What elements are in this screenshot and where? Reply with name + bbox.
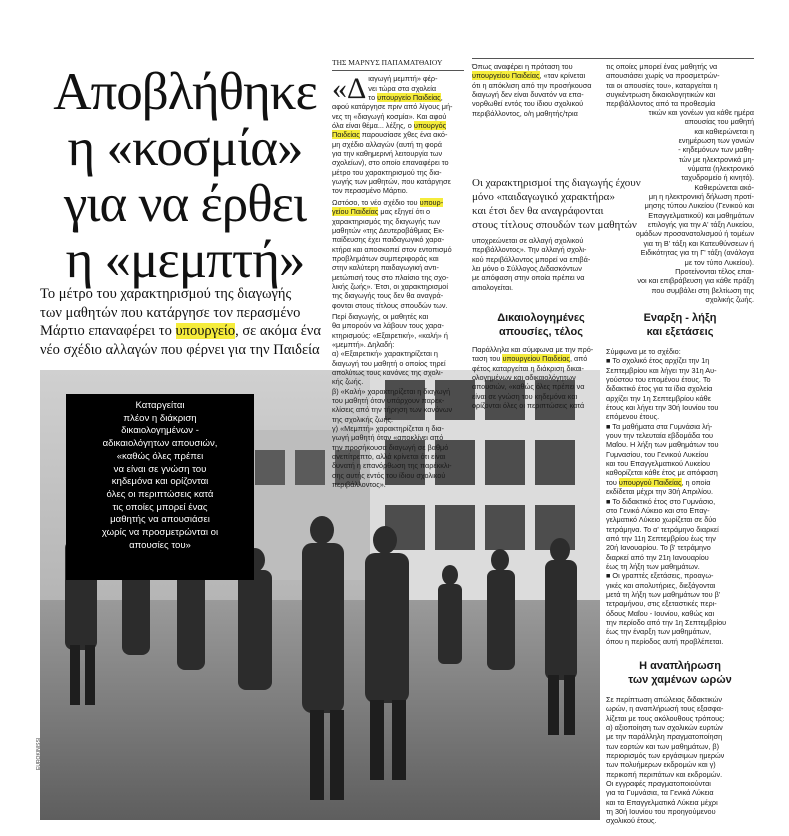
text-line: με την παράλληλη πραγματοποίηση xyxy=(606,732,723,742)
text-line: κτηρισμούς: «Εξαιρετική», «καλή» ή xyxy=(332,330,448,340)
text-line: Επαγγελματικού) και μαθημάτων xyxy=(648,210,754,220)
article-column-2-mid xyxy=(472,236,610,410)
text-line: σης αυτής εντός του ίδιου σχολικού xyxy=(332,470,446,480)
text-line: συγκέντρωση δικαιολογητικών και xyxy=(606,90,716,100)
text-line: ιαγωγή μεμπτή» φέρ- xyxy=(368,74,438,84)
text-line: περιορισμός των εργάσιμων ημερών xyxy=(606,751,725,761)
text-line: Περί διαγωγής, οι μαθητές και xyxy=(332,311,429,321)
subheadline-line: των μαθητών που κατάργησε τον περασμένο xyxy=(40,304,301,321)
text-line: Ειδικότητας για τη Γ' τάξη (ανάλογα xyxy=(640,248,754,258)
highlight: υπουργείου Παιδείας xyxy=(502,354,570,364)
highlight: υπουρ- xyxy=(419,197,444,207)
subheadline xyxy=(40,285,330,359)
subheadline-line: Το μέτρο του χαρακτηρισμού της διαγωγής xyxy=(40,286,292,302)
article-column-1 xyxy=(332,58,464,489)
highlight: υπουργείο Παιδείας xyxy=(377,93,441,103)
text-line: τη 30ή Ιουνίου του προηγούμενου xyxy=(606,807,716,817)
text-line: ται οι απουσίες του», καταργείται η xyxy=(606,80,718,90)
text-line: Σεπτεμβρίου και λήγει την 31η Αυ- xyxy=(606,365,717,375)
text-line: νοι και επιβράβευση για κάθε πράξη xyxy=(637,276,754,286)
text-line: την περίοδο από την 1η Σεπτεμβρίου xyxy=(606,617,727,627)
text-line: Μαΐου. Η λήξη των μαθημάτων του xyxy=(606,440,719,450)
paragraph xyxy=(606,108,754,304)
paragraph xyxy=(472,345,610,410)
text-line: ωρών, η αναπλήρωσή τους εξασφα- xyxy=(606,704,724,714)
text-line: μησης τύπου Λυκείου (Γενικού και xyxy=(644,201,754,211)
text-line: Όπως αναφέρει η πρόταση του xyxy=(472,62,573,71)
text-line: μετώπισή τους στο πλαίσιο της σχο- xyxy=(332,272,449,282)
text-line: παίδευσης έχει παιδαγωγικό χαρα- xyxy=(332,235,445,245)
article-column-3-lower xyxy=(606,312,754,826)
text-line: και τα Επαγγελματικά Λύκεια μέχρι xyxy=(606,797,718,807)
paragraph xyxy=(472,62,610,118)
paragraph xyxy=(606,347,754,646)
text-line: ταχυδρομείο ή κινητό). xyxy=(681,173,754,183)
text-line: 20ή Ιανουαρίου. Το β' τετράμηνο xyxy=(606,543,711,553)
text-line: γελματικό Λύκειο χωρίζεται σε δύο xyxy=(606,515,717,525)
text-line: ■ Το διδακτικό έτος στο Γυμνάσιο, xyxy=(606,496,716,506)
text-line: Σε περίπτωση απώλειας διδακτικών xyxy=(606,695,722,704)
text-line: γούστου του επομένου έτους. Το xyxy=(606,375,711,385)
subheadline-line: νέο σχέδιο αλλαγών που φέρνει για την Παιδεία xyxy=(40,341,320,358)
text-line: Γυμνασίου, του Γενικού Λυκείου xyxy=(606,449,709,459)
text-line: διαρκεί από την 21η Ιανουαρίου xyxy=(606,552,709,562)
article-column-3-right xyxy=(606,108,754,304)
headline-line: η «μεμπτή» xyxy=(65,231,305,289)
text-line: μη η ηλεκτρονική δήλωση προτί- xyxy=(648,192,754,202)
article-column-2 xyxy=(472,58,610,118)
text-line: λει μόνο ο Σύλλογος Διδασκόντων xyxy=(472,264,582,274)
text-line: διδακτικό έτος για τα ίδια σχολεία xyxy=(606,384,713,394)
text-line: ότι η απόκλιση από την προσήκουσα xyxy=(472,80,592,90)
text-line: όλα είναι θέμα... λέξης, ο υπουργός xyxy=(332,121,447,131)
headline-line: Αποβλήθηκε xyxy=(53,63,317,121)
section-heading: Δικαιολογημένες απουσίες, τέλος xyxy=(497,312,585,338)
text-line: Ωστόσο, το νέο σχέδιο του υπουρ- xyxy=(332,197,444,207)
text-line: περιβάλλοντος, ο/η μαθητής/τρια xyxy=(472,108,578,118)
text-line: του μαθητή όταν υπάρχουν παρεκ- xyxy=(332,396,445,406)
text-line: για τα Γυμνάσια, τα Γενικά Λύκεια xyxy=(606,788,714,798)
pull-quote: Οι χαρακτηρισμοί της διαγωγής έχουν μόνο «παιδαγωγικό χαρακτήρα» και έτσι δεν θα αναγράφονται στους τίτλους σπουδών των μαθητών xyxy=(472,177,641,231)
text-line: ολογημένων και αδικαιολόγητων xyxy=(472,373,576,383)
paragraph xyxy=(606,62,754,109)
text-line: ενημέρωση των γονιών xyxy=(678,136,754,146)
text-line: που συμβάλει στη βελτίωση της xyxy=(651,285,754,295)
text-line: γ) «Μεμπτή» χαρακτηρίζεται η δια- xyxy=(332,424,444,434)
text-line: σχολείων), στο οποίο επαναφέρει το xyxy=(332,158,449,168)
text-line: α) αξιοποίηση των σχολικών ευρτών xyxy=(606,723,723,733)
text-line: αρχίζει την 1η Σεπτεμβρίου κάθε xyxy=(606,393,711,403)
text-line: νει τώρα στα σχολεία xyxy=(368,83,437,93)
headline-line: για να έρθει xyxy=(63,175,307,233)
text-line: διαγωγή δεν είναι δυνατόν να επα- xyxy=(472,90,584,100)
highlight: υπουργός xyxy=(413,121,447,131)
text-line: υποχρεώνεται σε αλλαγή σχολικού xyxy=(472,236,584,245)
text-line: και καθιερώνεται η xyxy=(694,126,754,136)
text-line: δυνατή η επανόρθωση της παρέκκλι- xyxy=(332,461,452,471)
paragraph-1 xyxy=(332,74,464,195)
text-line: ταση του υπουργείου Παιδείας, από xyxy=(472,354,588,364)
text-line: νύματα (ηλεκτρονικό xyxy=(687,164,754,174)
text-line: της σχολικής ζωής. xyxy=(332,414,394,424)
paragraph xyxy=(606,695,754,826)
caption-box: Καταργείται πλέον η διάκριση δικαιολογημένων - αδικαιολόγητων απουσιών, «καθώς όλες πρέπει να είναι σε γνώση του κηδεμόνα και ορίζονται όλες οι περιπτώσεις κατά τις οποίες μπορεί ένας μαθητής να απουσιάσει χωρίς να προσμετρώνται οι απουσίες του» xyxy=(66,394,254,580)
text-line: κής ζωής. xyxy=(332,377,364,387)
text-line: απουσιών, «καθώς όλες πρέπει να xyxy=(472,382,585,392)
paragraph-2 xyxy=(332,198,464,310)
photo-credit: EUROKINISSI xyxy=(36,737,42,770)
text-line: με τον τύπο Λυκείου). xyxy=(684,257,754,267)
highlight: υπουργείο xyxy=(175,323,236,339)
text-line: καθορίζεται κάθε έτος με απόφαση xyxy=(606,468,718,478)
text-line: με απόφαση στην οποία πρέπει να xyxy=(472,273,585,283)
text-line: των πολυήμερων εκδρομών και γ) xyxy=(606,760,716,770)
article-column-3 xyxy=(606,58,754,109)
text-line: φονται στους τίτλους σπουδών των. xyxy=(332,300,448,310)
text-line: υπουργείου Παιδείας, «ταν κρίνεται xyxy=(472,71,586,81)
text-line: την προσήκουσα διαγωγή σε βαθμό xyxy=(332,442,449,452)
highlight: υπουργείου Παιδείας xyxy=(472,71,540,81)
text-line: απουσίας του μαθητή xyxy=(684,117,754,127)
text-line: θα μπορούν να λάβουν τους χαρα- xyxy=(332,321,444,331)
dropcap: «Δ xyxy=(332,72,367,106)
section-heading: Εναρξη - λήξη και εξετάσεις xyxy=(643,312,717,338)
text-line: εκδίδεται μέχρι την 30ή Απριλίου. xyxy=(606,487,713,497)
text-line: του υπουργού Παιδείας, η οποία xyxy=(606,477,711,487)
text-line: για τη Β' τάξη και Κατευθύνσεων ή xyxy=(643,238,754,248)
text-line: στο Γενικό Λύκειο και στο Επαγ- xyxy=(606,505,710,515)
highlight: γείου Παιδείας xyxy=(332,207,379,217)
text-line: Οι εγγραφές πραγματοποιούνται xyxy=(606,779,711,789)
text-line: μετά τη λήξη των μαθημάτων του β' xyxy=(606,589,721,599)
text-line: σχολικού έτους. xyxy=(606,816,657,826)
text-line: γωγή μαθητή όταν «αποκλίνει από xyxy=(332,433,444,443)
text-line: ομάδων προσανατολισμού ή τομέων xyxy=(635,229,754,239)
text-line: μαθητών «της Δευτεροβάθμιας Εκ- xyxy=(332,225,445,235)
byline: ΤΗΣ ΜΑΡΝΥΣ ΠΑΠΑΜΑΤΘΑΙΟΥ xyxy=(332,58,443,67)
paragraph xyxy=(472,236,610,292)
text-line: έτους και λήγει την 30ή Ιουνίου του xyxy=(606,403,719,413)
headline xyxy=(40,64,330,288)
text-line: «μεμπτή». Δηλαδή: xyxy=(332,339,395,349)
text-line: β) «Καλή» χαρακτηρίζεται η διαγωγή xyxy=(332,386,451,396)
text-line: αφού κατάργησε πριν από λίγους μή- xyxy=(332,102,453,112)
text-line: των εορτών και των μαθημάτων, β) xyxy=(606,741,720,751)
text-line: Σύμφωνα με το σχέδιο: xyxy=(606,347,681,356)
text-line: επιλογής για την Α' τάξη Λυκείου, xyxy=(647,220,754,230)
text-line: γωγής των μαθητών, που κατάργησε xyxy=(332,177,451,187)
text-line: ορίζονται όλες οι περιπτώσεις κατά xyxy=(472,401,585,411)
text-line: - κηδεμόνων των μαθη- xyxy=(678,145,754,155)
text-line: γικές και απολυτήριες, διεξάγονται xyxy=(606,580,716,590)
text-line: ■ Τα μαθήματα στα Γυμνάσια λή- xyxy=(606,421,713,431)
text-line: Παιδείας παρουσίασε χθες ένα ακό- xyxy=(332,130,448,140)
text-line: περιβάλλοντος». Την αλλαγή σχολι- xyxy=(472,245,587,255)
text-line: ■ Το σχολικό έτος αρχίζει την 1η xyxy=(606,356,710,366)
text-line: έως τη λήξη των μαθημάτων. xyxy=(606,561,700,571)
text-line: Παράλληλα και σύμφωνα με την πρό- xyxy=(472,345,594,355)
paragraph-3 xyxy=(332,312,464,490)
text-line: τις οποίες μπορεί ένας μαθητής να xyxy=(606,62,718,71)
text-line: το υπουργείο Παιδείας, xyxy=(368,93,443,103)
text-line: περιβάλλοντος». xyxy=(332,480,386,490)
text-line: όπου η περίοδος αυτή προβλέπεται. xyxy=(606,636,724,646)
text-line: μέτρο του χαρακτηρισμού της δια- xyxy=(332,167,442,177)
text-line: κού περιβάλλοντος μπορεί να επιβά- xyxy=(472,254,591,264)
text-line: περιβάλλοντος από τα προθεσμία xyxy=(606,99,716,109)
text-line: σχολικής ζωής. xyxy=(705,294,754,304)
text-line: κτήρα και αποσκοπεί στον εντοπισμό xyxy=(332,244,452,254)
text-line: νορθωθεί εντός του ίδιου σχολικού xyxy=(472,99,584,109)
subheadline-line: Μάρτιο επαναφέρει το υπουργείο, σε ακόμα ένα xyxy=(40,323,321,339)
text-line: τετράμηνα. Το α' τετράμηνο διαρκεί xyxy=(606,524,719,534)
text-line: και του Επαγγελματικού Λυκείου xyxy=(606,459,711,469)
text-line: περικοπή περιπάτων και εκδρομών. xyxy=(606,769,723,779)
text-line: χαρακτηρισμός της διαγωγής των xyxy=(332,216,440,226)
text-line: μη σχέδιο αλλαγών (αυτή τη φορά xyxy=(332,139,443,149)
text-line: Προτείνονται τέλος επαι- xyxy=(675,266,754,276)
text-line: αιτιολογείται. xyxy=(472,282,514,292)
text-line: λικής ζωής». Έτσι, οι χαρακτηρισμοί xyxy=(332,281,448,291)
highlight: Παιδείας xyxy=(332,130,360,140)
text-line: είναι σε γνώση του κηδεμόνα και xyxy=(472,391,578,401)
text-line: κλίσεις από την τήρηση των κανόνων xyxy=(332,405,453,415)
text-line: γουν την τελευταία εβδομάδα του xyxy=(606,431,714,441)
text-line: της διαγωγής τους δεν θα αναγρά- xyxy=(332,291,444,301)
text-line: προβλημάτων συμπεριφοράς και xyxy=(332,253,439,263)
text-line: στην καλύτερη παιδαγωγική αντι- xyxy=(332,263,439,273)
text-line: ■ Οι γραπτές εξετάσεις, προαγω- xyxy=(606,571,714,581)
text-line: τετραμήνου, στις εξεταστικές περι- xyxy=(606,599,717,609)
text-line: επόμενου έτους. xyxy=(606,412,660,422)
text-line: τον περασμένο Μάρτιο. xyxy=(332,186,408,196)
text-line: όδους Μαΐου - Ιουνίου, καθώς και xyxy=(606,608,715,618)
highlight: υπουργού Παιδείας xyxy=(618,477,682,487)
text-line: γείου Παιδείας μας εξηγεί ότι ο xyxy=(332,207,431,217)
text-line: ανεπίτρεπτο, αλλά κρίνεται ότι είναι xyxy=(332,452,446,462)
text-line: για την καθημερινή λειτουργία των xyxy=(332,149,443,159)
text-line: διαγωγή του μαθητή ο οποίος τηρεί xyxy=(332,358,446,368)
text-line: έως την έναρξη των μαθημάτων, xyxy=(606,627,711,637)
text-line: από την 11η Σεπτεμβρίου έως την xyxy=(606,533,716,543)
text-line: τικών και γονέων για κάθε ημέρα xyxy=(648,108,754,117)
text-line: απουσιάσει χωρίς να προσμετρών- xyxy=(606,71,720,81)
text-line: λίζεται με τους ακόλουθους τρόπους: xyxy=(606,713,725,723)
text-line: Καθιερώνεται ακό- xyxy=(694,182,754,192)
section-heading: Η αναπλήρωση των χαμένων ωρών xyxy=(628,660,732,686)
text-line: α) «Εξαιρετική» χαρακτηρίζεται η xyxy=(332,349,438,359)
headline-line: η «κοσμία» xyxy=(67,119,303,177)
text-line: απολύτως τους κανόνες της σχολι- xyxy=(332,368,444,377)
text-line: φέτος καταργείται η διάκριση δικαι- xyxy=(472,363,584,373)
text-line: νες τη «διαγωγή κοσμία». Και αφού xyxy=(332,111,447,121)
text-line: τών με ηλεκτρονικά μη- xyxy=(678,154,754,164)
